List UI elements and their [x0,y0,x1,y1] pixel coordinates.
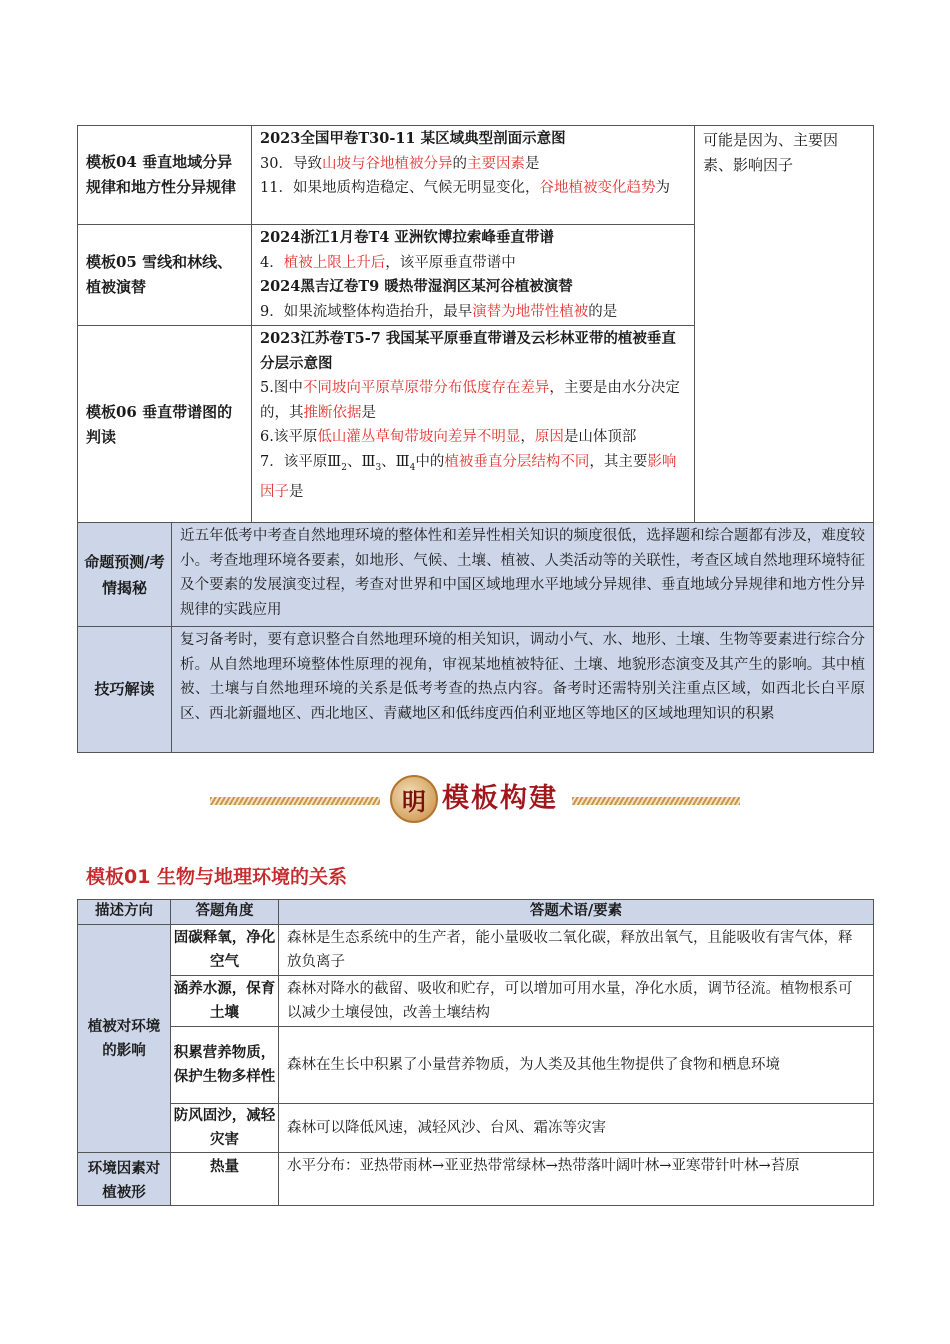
exam-source-title: 2023全国甲卷T30-11 某区域典型剖面示意图 [260,130,566,147]
question-11: 11．如果地质构造稳定、气候无明显变化，谷地植被变化趋势为 [260,180,670,196]
exam-source-title: 2024黑吉辽卷T9 暖热带湿润区某河谷植被演替 [260,278,573,295]
banner-stripe-left [210,797,380,805]
angle-cell: 热量 [171,1153,279,1206]
question-30: 30．导致山坡与谷地植被分异的主要因素是 [260,155,540,172]
banner-title: 模板构建 [442,783,558,814]
template-build-banner [210,770,740,828]
template-06-questions [252,326,695,525]
angle-cell: 积累营养物质，保护生物多样性 [171,1027,279,1104]
direction-environment-factors: 环境因素对植被形 [78,1153,171,1206]
angle-cell: 固碳释氧，净化空气 [171,925,279,976]
header-terms: 答题术语/要素 [279,900,874,925]
banner-stripe-right [572,797,740,805]
question-4: 4．植被上限上升后，该平原垂直带谱中 [260,254,516,271]
exam-source-title: 2023江苏卷T5-7 我国某平原垂直带谱及云杉林亚带的植被垂直分层示意图 [260,330,676,372]
forecast-label: 命题预测/考情揭秘 [78,523,172,627]
template-05-cell: 模板05 雪线和林线、植被演替 [78,225,252,326]
keyword-cell: 可能是因为、主要因素、影响因子 [695,126,874,525]
question-mapping-table [77,125,874,525]
template-06-cell: 模板06 垂直带谱图的判读 [78,326,252,525]
angle-cell: 防风固沙，减轻灾害 [171,1104,279,1153]
terms-cell: 水平分布：亚热带雨林→亚亚热带常绿林→热带落叶阔叶林→亚寒带针叶林→苔原 [279,1153,874,1206]
skills-text: 复习备考时，要有意识整合自然地理环境的相关知识，调动小气、水、地形、土壤、生物等要素进行综合分析。从自然地理环境整体性原理的视角，审视某地植被特征、土壤、地貌形态演变及其产生的影响。其中植被、土壤与自然地理环境的关系是低考考查的热点内容。备考时还需特别关注重点区域，如西北长白平原区、西北新疆地区、西北地区、青藏地区和低纬度西伯利亚地区等地区的区域地理知识的积累 [172,627,874,753]
exam-source-title: 2024浙江1月卷T4 亚洲钦博拉索峰垂直带谱 [260,229,554,246]
angle-cell: 涵养水源，保育土壤 [171,976,279,1027]
terms-cell: 森林可以降低风速，减轻风沙、台风、霜冻等灾害 [279,1104,874,1153]
section-title: 模板01 生物与地理环境的关系 [86,866,348,888]
terms-cell: 森林对降水的截留、吸收和贮存，可以增加可用水量，净化水质，调节径流。植物根系可以减少土壤侵蚀，改善土壤结构 [279,976,874,1027]
question-6: 6.该平原低山灌丛草甸带坡向差异不明显，原因是山体顶部 [260,429,637,445]
terms-cell: 森林在生长中积累了小量营养物质，为人类及其他生物提供了食物和栖息环境 [279,1027,874,1104]
direction-vegetation-impact: 植被对环境的影响 [78,925,171,1153]
banner-emblem: 明 [390,775,438,823]
question-7: 7．该平原$Ⅲ_2$、$Ⅲ_3$、$Ⅲ_4$中的植被垂直分层结构不同，其主要影响因子是 [260,453,677,500]
biology-environment-table [77,899,874,1206]
template-04-cell: 模板04 垂直地域分异规律和地方性分异规律 [78,126,252,225]
template-05-questions [252,225,695,326]
header-direction: 描述方向 [78,900,171,925]
exam-analysis-table [77,522,874,753]
forecast-text: 近五年低考中考查自然地理环境的整体性和差异性相关知识的频度很低，选择题和综合题都有涉及，难度较小。考查地理环境各要素，如地形、气候、土壤、植被、人类活动等的关联性，考查区域自然地理环境特征及个要素的发展演变过程，考查对世界和中国区域地理水平地域分异规律、垂直地域分异规律和地方性分异规律的实践应用 [172,523,874,627]
header-angle: 答题角度 [171,900,279,925]
template-04-questions [252,126,695,225]
question-9: 9．如果流域整体构造抬升，最早演替为地带性植被的是 [260,303,618,320]
skills-label: 技巧解读 [78,627,172,753]
terms-cell: 森林是生态系统中的生产者，能小量吸收二氧化碳，释放出氧气，且能吸收有害气体，释放负离子 [279,925,874,976]
question-5: 5.图中不同坡向平原草原带分布低度存在差异，主要是由水分决定的，其推断依据是 [260,380,680,421]
